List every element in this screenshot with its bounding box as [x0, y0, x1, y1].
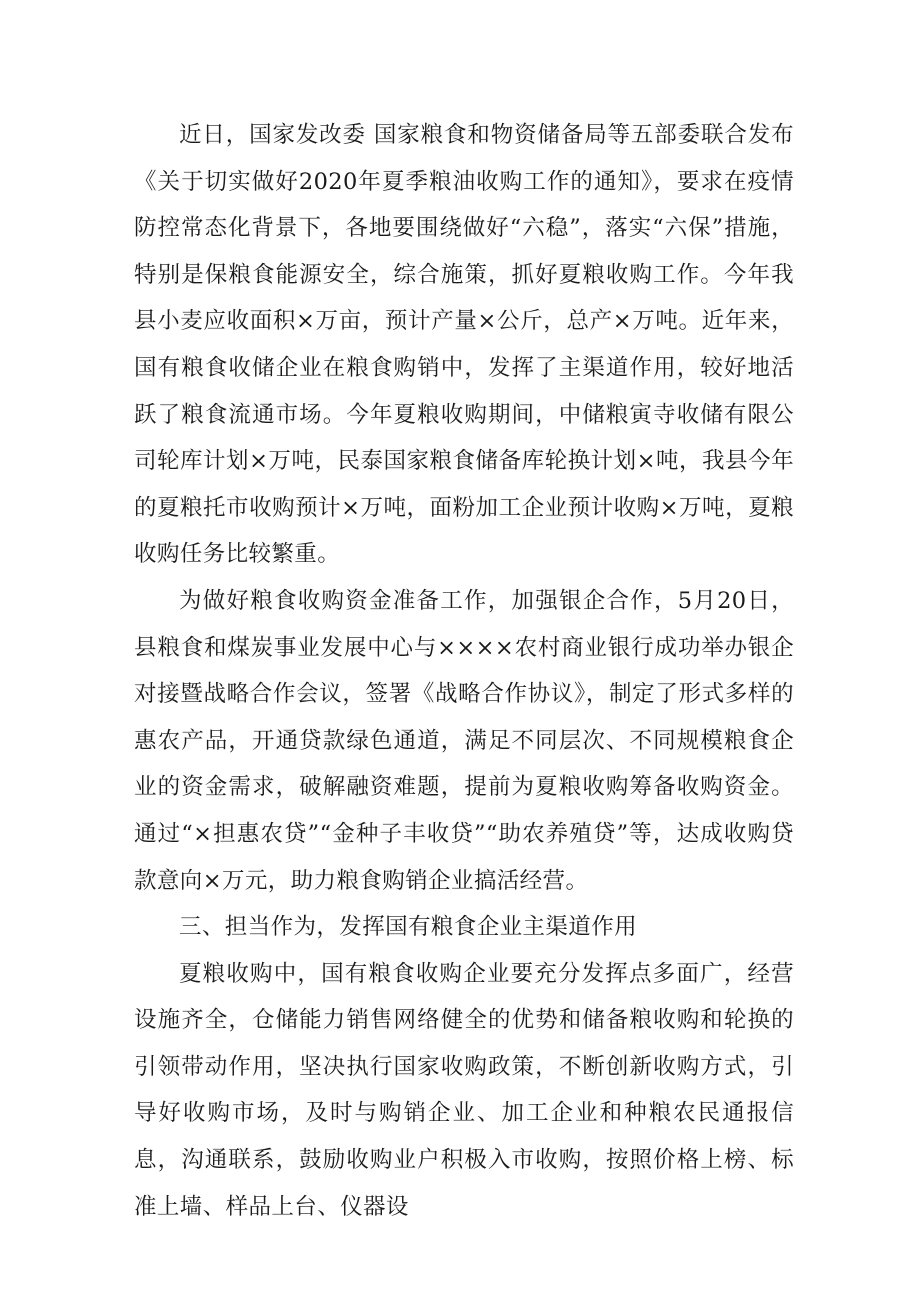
- section-heading: 三、担当作为，发挥国有粮食企业主渠道作用: [179, 914, 638, 941]
- document-body: [134, 112, 794, 1230]
- paragraph-3: 夏粮收购中，国有粮食收购企业要充分发挥点多面广，经营设施齐全，仓储能力销售网络健全的优势和储备粮收购和轮换的引领带动作用，坚决执行国家收购政策，不断创新收购方式，引导好收购市场，及时与购销企业、加工企业和种粮农民通报信息，沟通联系，鼓励收购业户积极入市收购，按照价格上榜、标准上墙、样品上台、仪器设: [134, 960, 794, 1220]
- paragraph-1: 近日，国家发改委 国家粮食和物资储备局等五部委联合发布《关于切实做好2020年夏季粮油收购工作的通知》，要求在疫情防控常态化背景下，各地要围绕做好“六稳”，落实“六保”措施，特别是保粮食能源安全，综合施策，抓好夏粮收购工作。今年我县小麦应收面积×万亩，预计产量×公斤，总产×万吨。近年来，国有粮食收储企业在粮食购销中，发挥了主渠道作用，较好地活跃了粮食流通市场。今年夏粮收购期间，中储粮寅寺收储有限公司轮库计划×万吨，民泰国家粮食储备库轮换计划×吨，我县今年的夏粮托市收购预计×万吨，面粉加工企业预计收购×万吨，夏粮收购任务比较繁重。: [134, 122, 794, 568]
- paragraph-2: 为做好粮食收购资金准备工作，加强银企合作，5月20日，县粮食和煤炭事业发展中心与××××农村商业银行成功举办银企对接暨战略合作会议，签署《战略合作协议》，制定了形式多样的惠农产品，开通贷款绿色通道，满足不同层次、不同规模粮食企业的资金需求，破解融资难题，提前为夏粮收购筹备收购资金。通过“×担惠农贷”“金种子丰收贷”“助农养殖贷”等，达成收购贷款意向×万元，助力粮食购销企业搞活经营。: [134, 587, 794, 894]
